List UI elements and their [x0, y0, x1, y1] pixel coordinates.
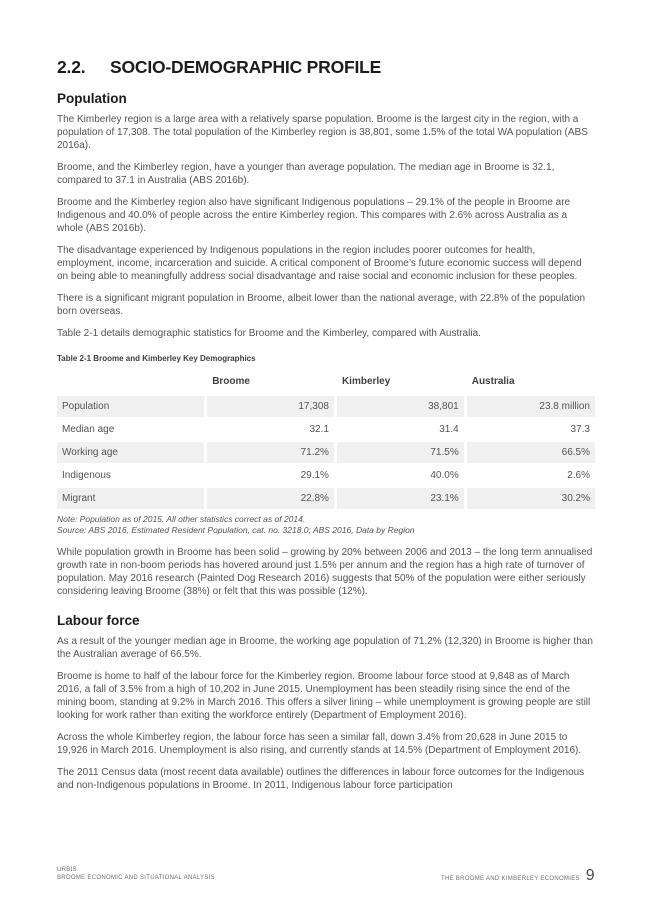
row-label-cell: Indigenous [57, 464, 206, 487]
value-cell: 37.3 [465, 418, 595, 441]
table-header-cell-broome: Broome [206, 368, 336, 395]
value-cell: 32.1 [206, 418, 336, 441]
value-cell: 66.5% [465, 441, 595, 464]
population-heading: Population [57, 91, 127, 106]
section-title: SOCIO-DEMOGRAPHIC PROFILE [110, 57, 382, 77]
table-source: Source: ABS 2016, Estimated Resident Population, cat. no. 3218.0; ABS 2016, Data by Region [57, 525, 415, 535]
value-cell: 29.1% [206, 464, 336, 487]
value-cell: 31.4 [335, 418, 465, 441]
row-label-cell: Median age [57, 418, 206, 441]
value-cell: 22.8% [206, 487, 336, 510]
value-cell: 71.2% [206, 441, 336, 464]
labour-force-paragraph: Across the whole Kimberley region, the labour force has seen a similar fall, down 3.4% from 20,628 in June 2015 to 19,926 in March 2016. Unemployment is also rising, and currently stands at 14.5% (Department of Employment 2016). [57, 732, 582, 756]
row-label-cell: Population [57, 395, 206, 418]
value-cell: 23.8 million [465, 395, 595, 418]
table-header-cell-australia: Australia [465, 368, 595, 395]
demographics-table [57, 368, 595, 511]
table-header-cell-kimberley: Kimberley [335, 368, 465, 395]
table-row-population [57, 395, 595, 418]
page-footer [57, 866, 595, 882]
page-content [57, 57, 595, 801]
footer-document-title: BROOME ECONOMIC AND SITUATIONAL ANALYSIS [57, 875, 215, 881]
labour-force-section [57, 613, 595, 792]
value-cell: 71.5% [335, 441, 465, 464]
value-cell: 30.2% [465, 487, 595, 510]
population-paragraph: Broome, and the Kimberley region, have a younger than average population. The median age in Broome is 32.1, compared to 37.1 in Australia (ABS 2016b). [57, 162, 555, 186]
page-number: 9 [585, 867, 595, 884]
table-row-indigenous [57, 464, 595, 487]
table-row-migrant [57, 487, 595, 510]
labour-force-paragraph: Broome is home to half of the labour force for the Kimberley region. Broome labour force stood at 9,848 as of March 2016, a fall of 3.5% from a high of 10,202 in June 2015. Unemployment has been steadily rising since the end of the mining boom, standing at 9.2% in March 2016. This offers a silver lining – while unemployment is growing people are still looking for work rather than exiting the workforce entirely (Department of Employment 2016). [57, 671, 591, 721]
labour-force-paragraph: As a result of the younger median age in Broome, the working age population of 71.2% (12,320) in Broome is higher than the Australian average of 66.5%. [57, 636, 593, 660]
value-cell: 23.1% [335, 487, 465, 510]
table-header-row [57, 368, 595, 395]
population-paragraph: The Kimberley region is a large area with a relatively sparse population. Broome is the largest city in the region, with a population of 17,308. The total population of the Kimberley region is 38,801, some 1.5% of the total WA population (ABS 2016a). [57, 114, 588, 151]
footer-right [441, 869, 595, 882]
population-paragraph: The disadvantage experienced by Indigenous populations in the region includes poorer outcomes for health, employment, income, incarceration and suicide. A critical component of Broome’s future economic success will depend on being able to meaningfully address social disadvantage and raise social and economic inclusion for these peoples. [57, 245, 582, 282]
row-label-cell: Migrant [57, 487, 206, 510]
table-notes [57, 514, 595, 536]
table-note: Note: Population as of 2015. All other statistics correct as of 2014. [57, 514, 306, 524]
labour-force-heading: Labour force [57, 613, 140, 628]
table-row-median-age [57, 418, 595, 441]
section-heading [57, 57, 595, 78]
value-cell: 38,801 [335, 395, 465, 418]
section-number: 2.2. [57, 57, 86, 77]
table-row-working-age [57, 441, 595, 464]
population-paragraph: Table 2-1 details demographic statistics for Broome and the Kimberley, compared with Australia. [57, 328, 481, 339]
population-section [57, 91, 595, 598]
table-header-cell [57, 368, 206, 395]
footer-brand: URBIS [57, 867, 77, 873]
population-paragraph: There is a significant migrant population in Broome, albeit lower than the national average, with 22.8% of the population born overseas. [57, 293, 586, 317]
footer-left [57, 866, 215, 882]
value-cell: 2.6% [465, 464, 595, 487]
value-cell: 40.0% [335, 464, 465, 487]
value-cell: 17,308 [206, 395, 336, 418]
labour-force-paragraph: The 2011 Census data (most recent data available) outlines the differences in labour force outcomes for the Indigenous and non-Indigenous populations in Broome. In 2011, Indigenous labour force participation [57, 767, 585, 791]
table-caption: Table 2-1 Broome and Kimberley Key Demographics [57, 354, 256, 363]
row-label-cell: Working age [57, 441, 206, 464]
footer-section-title: THE BROOME AND KIMBERLEY ECONOMIES [441, 876, 580, 882]
population-paragraph: While population growth in Broome has been solid – growing by 20% between 2006 and 2013 – the long term annualised growth rate in non-boom periods has hovered around just 1.5% per annum and the region has a high rate of turnover of population. May 2016 research (Painted Dog Research 2016) suggests that 50% of the population were either seriously considering leaving Broome (38%) or felt that this was possible (12%). [57, 547, 593, 597]
population-paragraph: Broome and the Kimberley region also have significant Indigenous populations – 29.1% of the people in Broome are Indigenous and 40.0% of people across the entire Kimberley region. This compares with 2.6% across Australia as a whole (ABS 2016b). [57, 197, 571, 234]
